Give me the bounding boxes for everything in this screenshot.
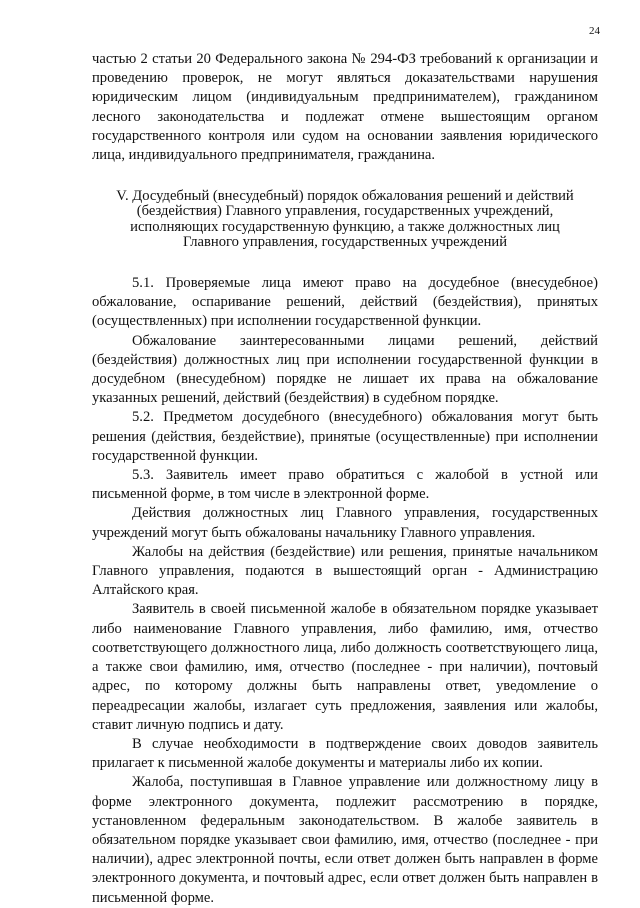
section-heading-line: V. Досудебный (внесудебный) порядок обжалования решений и действий: [116, 188, 574, 205]
page-number: 24: [589, 25, 600, 37]
document-body: [92, 50, 598, 908]
paragraph-written-complaint: Заявитель в своей письменной жалобе в обязательном порядке указывает либо наименование Главного управления, либо фамилию, имя, отчество соответствующего должностного лица, либо должность соответствующего лица, а также свои фамилию, имя, отчество (последнее - при наличии), почтовый адрес, по которому должны быть направлены ответ, уведомление о переадресации жалобы, излагает суть предложения, заявления или жалобы, ставит личную подпись и дату.: [92, 601, 598, 733]
section-heading-line: исполняющих государственную функцию, а также должностных лиц: [130, 218, 560, 235]
paragraph-5-3: 5.3. Заявитель имеет право обратиться с жалобой в устной или письменной форме, в том числе в электронной форме.: [92, 467, 598, 503]
paragraph-electronic-complaint: Жалоба, поступившая в Главное управление или должностному лицу в форме электронного документа, подлежит рассмотрению в порядке, установленном федеральным законодательством. В жалобе заявитель в обязательном порядке указывает свои фамилию, имя, отчество (последнее - при наличии), адрес электронной почты, если ответ должен быть направлен в форме электронного документа, и почтовый адрес, если ответ должен быть направлен в письменной форме.: [92, 774, 598, 906]
paragraph-supporting-documents: В случае необходимости в подтверждение своих доводов заявитель прилагает к письменной жалобе документы и материалы либо их копии.: [92, 735, 598, 772]
paragraph-5-1: 5.1. Проверяемые лица имеют право на досудебное (внесудебное) обжалование, оспаривание решений, действий (бездействия), принятых (осуществленных) при исполнении государственной функции.: [92, 275, 598, 330]
paragraph-5-2: 5.2. Предметом досудебного (внесудебного) обжалования могут быть решения (действия, бездействие), принятые (осуществленные) при исполнении государственной функции.: [92, 409, 598, 464]
section-heading-line: (бездействия) Главного управления, государственных учреждений,: [136, 203, 554, 220]
section-heading-line: Главного управления, государственных учреждений: [182, 233, 508, 250]
paragraph-appeal-rights: Обжалование заинтересованными лицами решений, действий (бездействия) должностных лиц при исполнении государственной функции в досудебном (внесудебном) порядке не лишает их права на обжалование указанных решений, действий (бездействия) в судебном порядке.: [92, 332, 598, 407]
section-heading: [92, 189, 598, 250]
intro-paragraph: частью 2 статьи 20 Федерального закона № 294-ФЗ требований к организации и проведению проверок, не могут являться доказательствами нарушения юридическим лицом (индивидуальным предпринимателем), гражданином лесного законодательства и подлежат отмене вышестоящим органом государственного контроля или судом на основании заявления юридического лица, индивидуального предпринимателя, гражданина.: [92, 51, 598, 164]
paragraph-complaints-chief: Жалобы на действия (бездействие) или решения, принятые начальником Главного управления, подаются в вышестоящий орган - Администрацию Алтайского края.: [92, 543, 598, 599]
paragraph-officials-actions: Действия должностных лиц Главного управления, государственных учреждений могут быть обжалованы начальнику Главного управления.: [92, 505, 598, 541]
